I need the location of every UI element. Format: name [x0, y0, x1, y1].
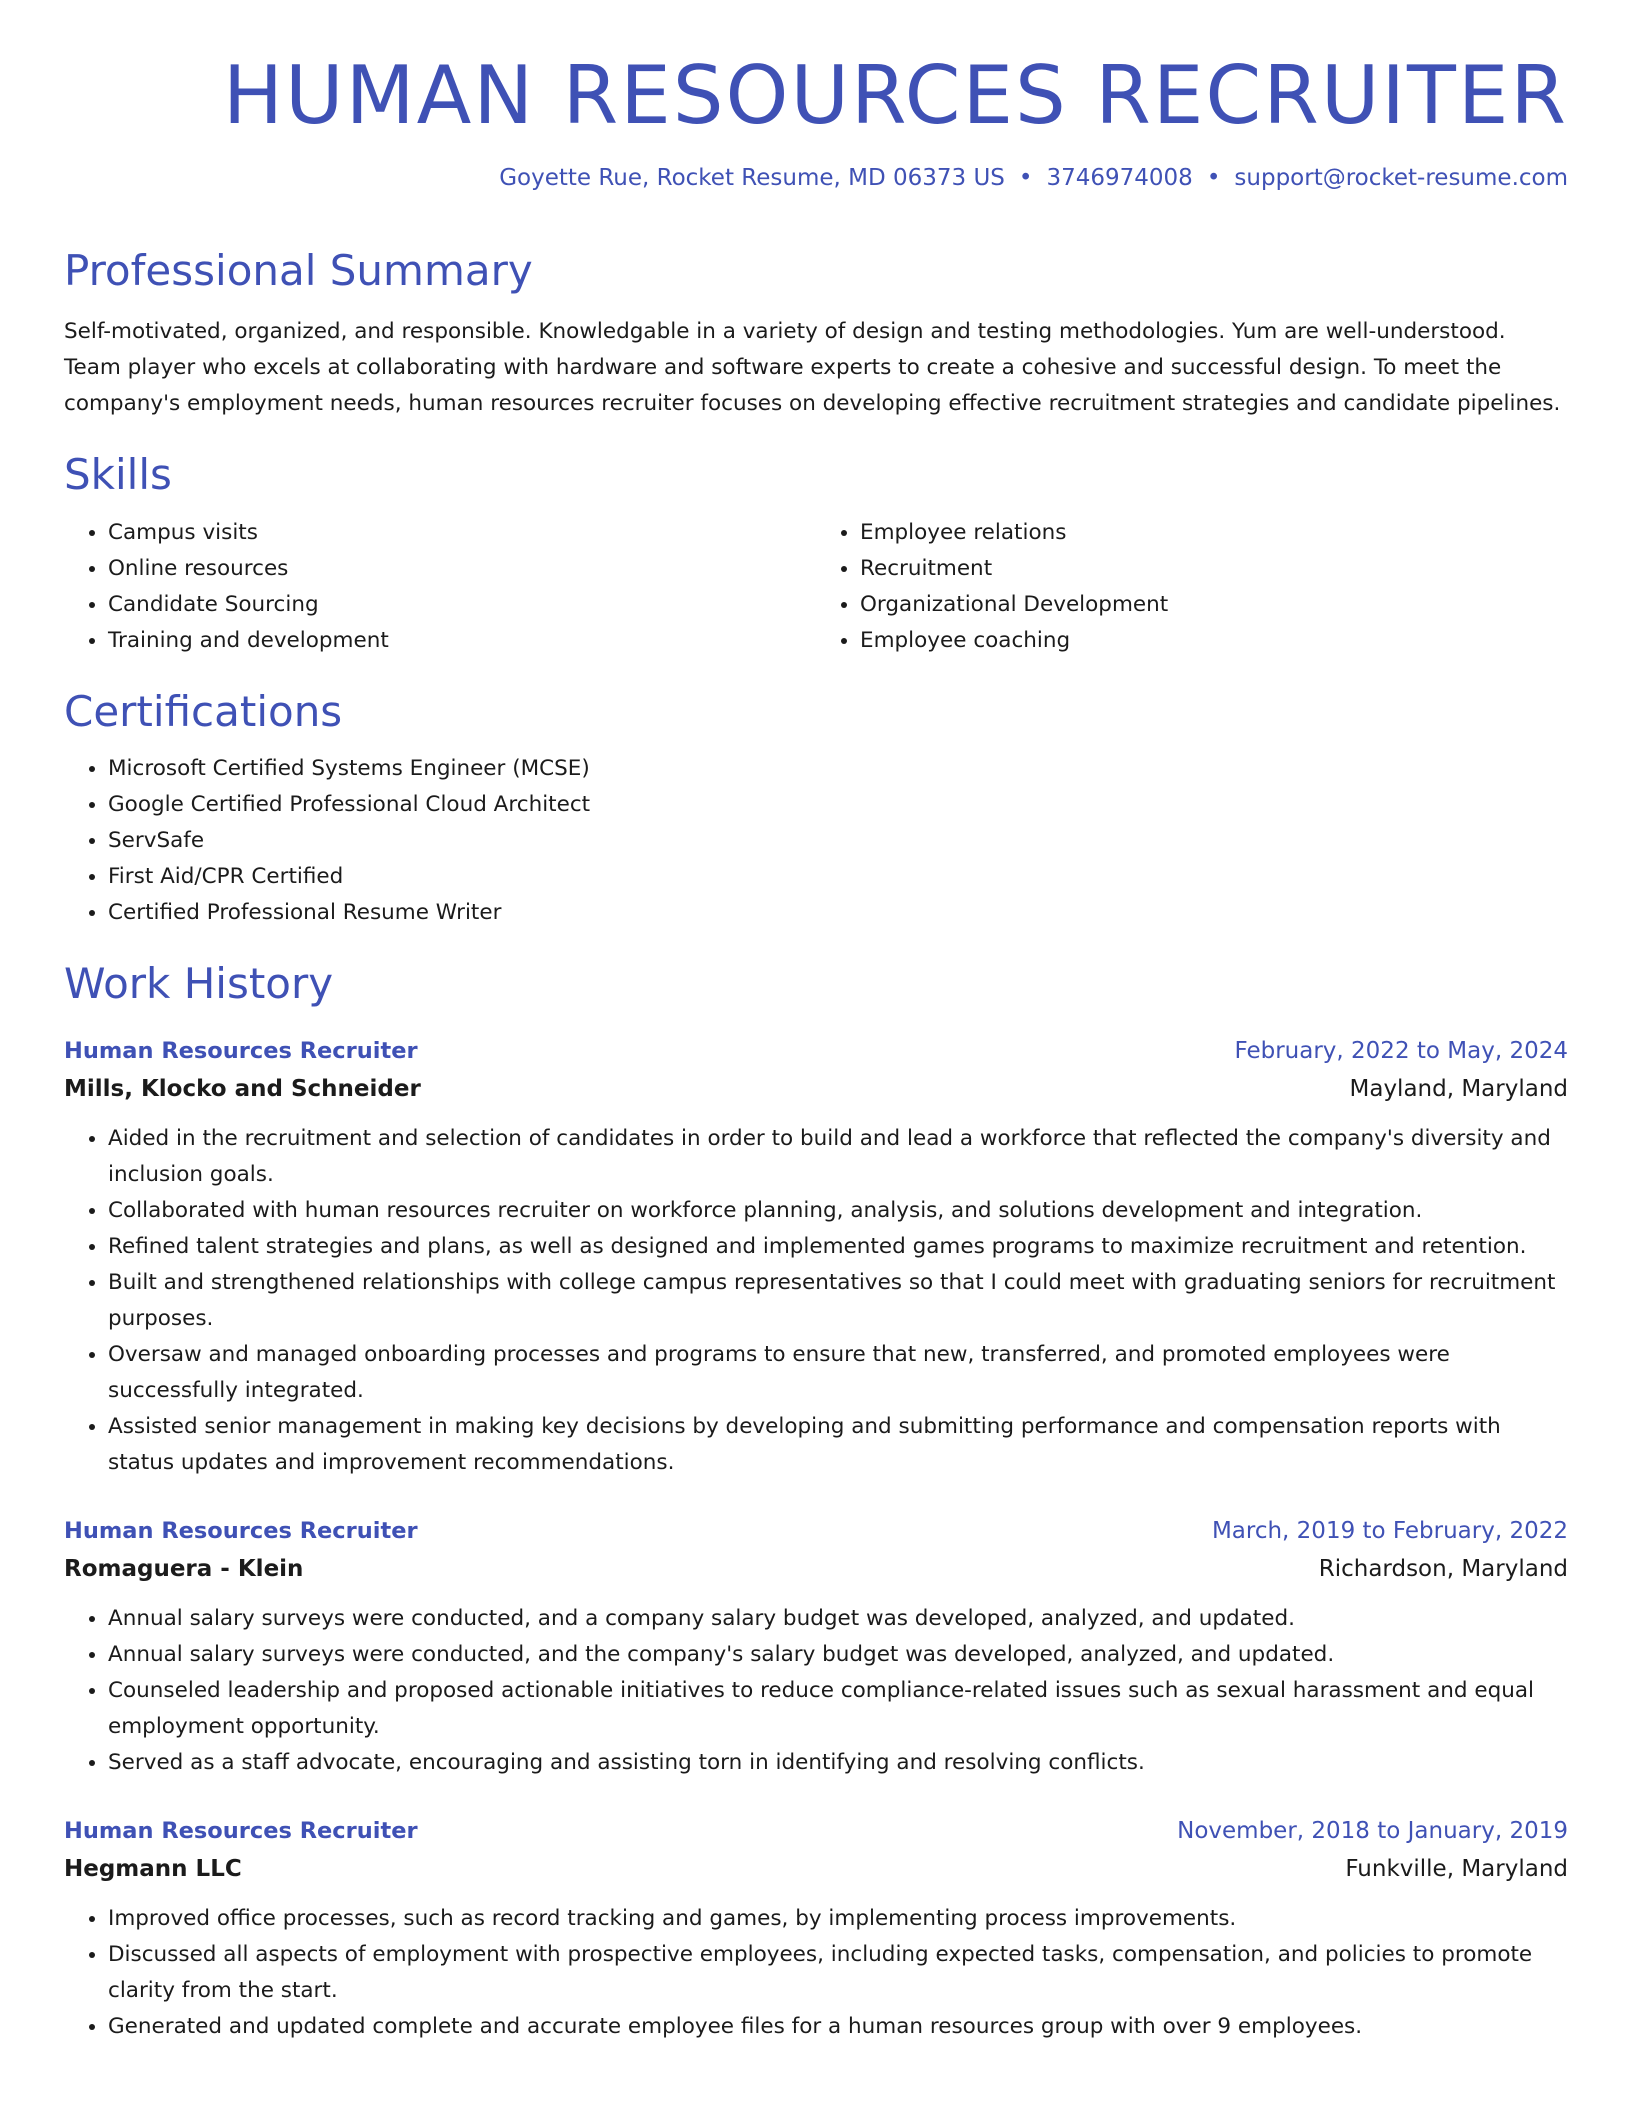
skill-item: • Online resources [108, 551, 816, 587]
job-bullet: • Oversaw and managed onboarding processes and programs to ensure that new, transferred, and promoted employees were successfully integrated. [108, 1337, 1568, 1409]
job-header [64, 1033, 1568, 1069]
certification-item: • Certified Professional Resume Writer [108, 895, 1568, 931]
job-header [64, 1513, 1568, 1549]
job-bullet: • Counseled leadership and proposed actionable initiatives to reduce compliance-related issues such as sexual harassment and equal employment opportunity. [108, 1673, 1568, 1745]
job-bullet: • Annual salary surveys were conducted, and the company's salary budget was developed, analyzed, and updated. [108, 1637, 1568, 1673]
job-bullets [64, 1121, 1568, 1481]
job-bullet: • Assisted senior management in making key decisions by developing and submitting performance and compensation reports with status updates and improvement recommendations. [108, 1409, 1568, 1481]
contact-phone: 3746974008 [1046, 165, 1193, 191]
skill-item: • Training and development [108, 623, 816, 659]
job-title: Human Resources Recruiter [64, 1038, 418, 1065]
skills-columns [64, 515, 1568, 659]
job-location: Funkville, Maryland [1345, 1856, 1568, 1883]
job-bullets [64, 1901, 1568, 2045]
skills-list-right [816, 515, 1568, 659]
job-company: Romaguera - Klein [64, 1556, 304, 1583]
work-history-heading: Work History [64, 959, 334, 1009]
job-dates: March, 2019 to February, 2022 [1211, 1518, 1568, 1545]
skill-item: • Employee coaching [860, 623, 1568, 659]
job-location: Richardson, Maryland [1318, 1556, 1568, 1583]
job-subheader [64, 1549, 1568, 1589]
certification-item: • ServSafe [108, 823, 1568, 859]
job-entry [64, 1513, 1568, 1781]
job-entry [64, 1813, 1568, 2045]
job-bullet: • Generated and updated complete and accurate employee files for a human resources group with over 9 employees. [108, 2009, 1568, 2045]
job-bullet: • Annual salary surveys were conducted, and a company salary budget was developed, analyzed, and updated. [108, 1601, 1568, 1637]
certifications-list [64, 751, 1568, 931]
summary-text: Self-motivated, organized, and responsible. Knowledgable in a variety of design and testing methodologies. Yum are well-understood. Team player who excels at collaborating with hardware and software experts to create a cohesive and successful design. To meet the company's employment needs, human resources recruiter focuses on developing effective recruitment strategies and candidate pipelines. [64, 319, 1561, 417]
certification-item: • Google Certified Professional Cloud Architect [108, 787, 1568, 823]
skill-item: • Organizational Development [860, 587, 1568, 623]
job-company: Hegmann LLC [64, 1856, 242, 1883]
summary-heading: Professional Summary [64, 245, 533, 295]
job-subheader [64, 1849, 1568, 1889]
skill-item: • Employee relations [860, 515, 1568, 551]
contact-separator: • [1206, 165, 1221, 191]
job-bullet: • Aided in the recruitment and selection of candidates in order to build and lead a workforce that reflected the company's diversity and inclusion goals. [108, 1121, 1568, 1193]
contact-email[interactable]: support@rocket-resume.com [1234, 165, 1568, 191]
skills-list-left [64, 515, 816, 659]
job-bullet: • Discussed all aspects of employment with prospective employees, including expected tasks, compensation, and policies to promote clarity from the start. [108, 1937, 1568, 2009]
job-header [64, 1813, 1568, 1849]
job-bullet: • Collaborated with human resources recruiter on workforce planning, analysis, and solutions development and integration. [108, 1193, 1568, 1229]
certification-item: • Microsoft Certified Systems Engineer (MCSE) [108, 751, 1568, 787]
job-title: Human Resources Recruiter [64, 1818, 418, 1845]
certifications-heading: Certifications [64, 686, 343, 736]
job-bullet: • Served as a staff advocate, encouraging and assisting torn in identifying and resolving conflicts. [108, 1745, 1568, 1781]
skill-item: • Campus visits [108, 515, 816, 551]
skill-item: • Candidate Sourcing [108, 587, 816, 623]
job-dates: February, 2022 to May, 2024 [1234, 1038, 1568, 1065]
contact-address: Goyette Rue, Rocket Resume, MD 06373 US [499, 165, 1005, 191]
contact-separator: • [1018, 165, 1033, 191]
skills-heading: Skills [64, 450, 172, 500]
job-title: Human Resources Recruiter [64, 1518, 418, 1545]
job-location: Mayland, Maryland [1349, 1076, 1568, 1103]
job-entry [64, 1033, 1568, 1481]
skill-item: • Recruitment [860, 551, 1568, 587]
contact-line [64, 164, 1568, 194]
certification-item: • First Aid/CPR Certified [108, 859, 1568, 895]
job-bullet: • Built and strengthened relationships with college campus representatives so that I could meet with graduating seniors for recruitment purposes. [108, 1265, 1568, 1337]
job-bullet: • Improved office processes, such as record tracking and games, by implementing process improvements. [108, 1901, 1568, 1937]
job-dates: November, 2018 to January, 2019 [1177, 1818, 1568, 1845]
job-subheader [64, 1069, 1568, 1109]
job-company: Mills, Klocko and Schneider [64, 1076, 421, 1103]
job-bullet: • Refined talent strategies and plans, as well as designed and implemented games programs to maximize recruitment and retention. [108, 1229, 1568, 1265]
resume-name: HUMAN RESOURCES RECRUITER [222, 49, 1568, 142]
job-bullets [64, 1601, 1568, 1781]
